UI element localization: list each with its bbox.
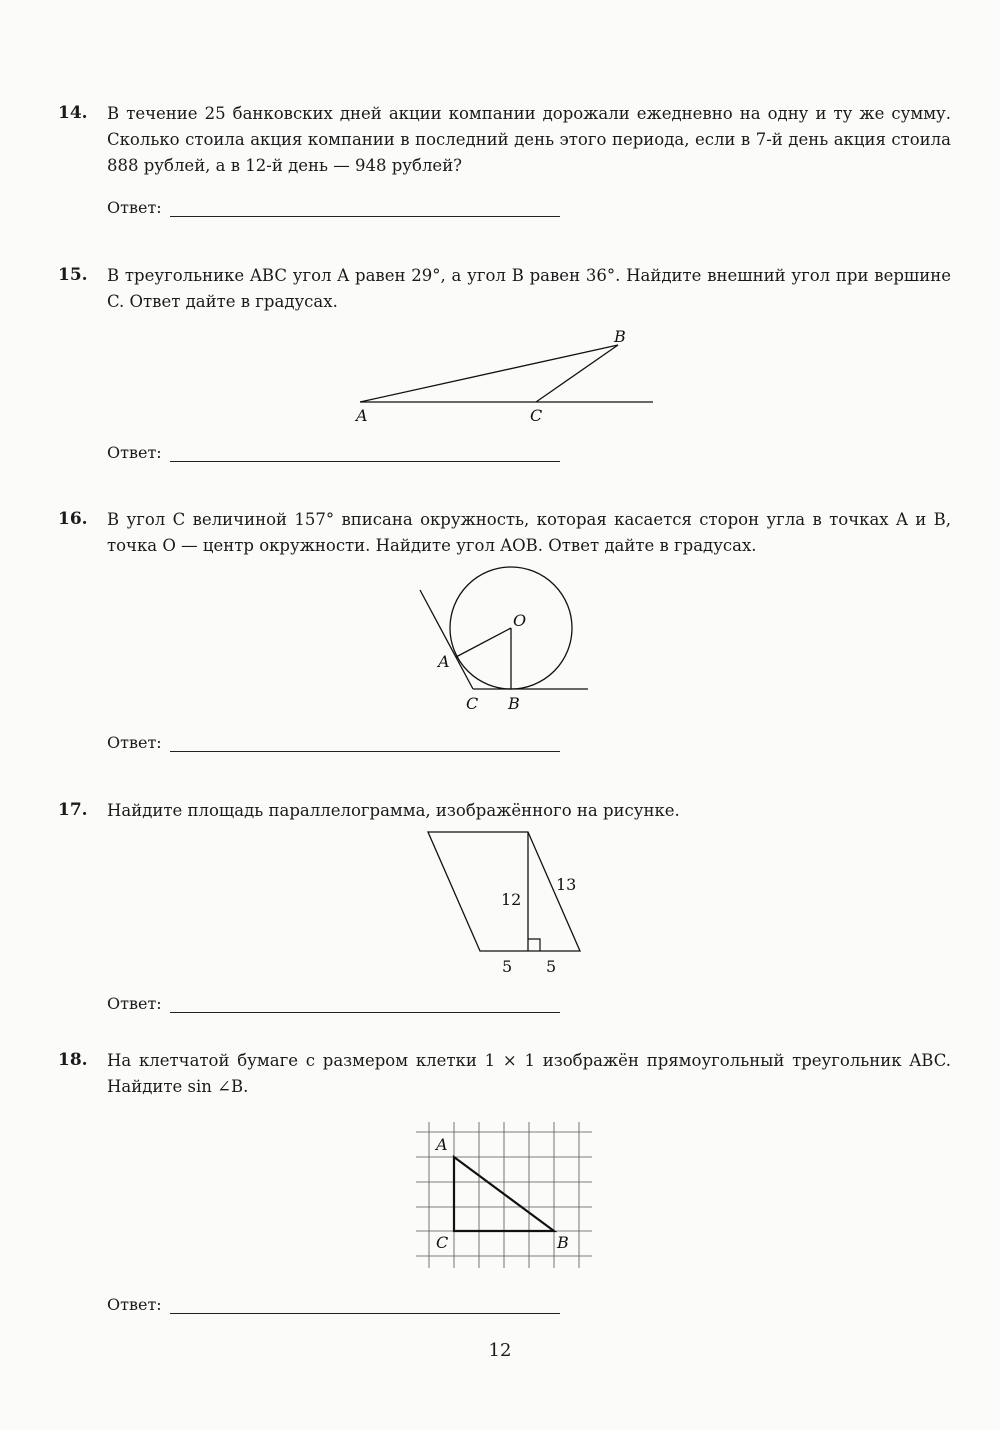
radius-oa [456,628,511,657]
problem-18-answer [107,1295,560,1314]
label-a: A [356,406,368,425]
inscribed-circle-figure [410,585,600,720]
label-o: O [513,611,527,630]
label-b: B [508,694,520,713]
label-c: C [436,1233,449,1252]
label-c: C [466,694,479,713]
parallelogram-figure [420,825,600,980]
label-side: 13 [556,875,577,894]
problem-16-answer [107,733,560,752]
problem-18-number: 18. [58,1050,88,1070]
tangent-left [420,590,473,689]
problem-16-text: В угол C величиной 157° вписана окружность, которая касается сторон угла в точках A и B, точка O — центр окружности. Найдите угол AOB. Ответ дайте в градусах. [107,510,951,555]
problem-14-text: В течение 25 банковских дней акции компании дорожали ежедневно на одну и ту же сумму. Сколько стоила акция компании в последний день этого периода, если в 7-й день акция стоила 888 рублей, а в 12-й день — 948 рублей? [107,104,951,175]
side-ab [360,345,618,402]
label-b: B [557,1233,569,1252]
answer-line[interactable] [170,1299,560,1314]
problem-17-number: 17. [58,800,88,820]
problem-15-answer [107,443,560,462]
answer-line[interactable] [170,447,560,462]
answer-line[interactable] [170,998,560,1013]
label-right-base: 5 [546,957,557,976]
label-a: A [438,652,450,671]
page-number: 12 [488,1340,512,1361]
problem-15-text: В треугольнике ABC угол A равен 29°, а угол B равен 36°. Найдите внешний угол при вершине C. Ответ дайте в градусах. [107,266,951,311]
problem-14-answer [107,198,560,217]
right-angle-mark [528,939,540,951]
problem-18-text: На клетчатой бумаге с размером клетки 1 × 1 изображён прямоугольный треугольник ABC. Найдите sin ∠B. [107,1051,951,1096]
answer-label: Ответ: [107,994,162,1013]
problem-17-answer [107,994,560,1013]
label-left-base: 5 [502,957,513,976]
label-b: B [614,327,626,346]
answer-label: Ответ: [107,198,162,217]
grid-triangle-figure [410,1120,600,1270]
answer-label: Ответ: [107,443,162,462]
problem-15-number: 15. [58,265,88,285]
answer-line[interactable] [170,202,560,217]
problem-16-number: 16. [58,509,88,529]
problem-17-text: Найдите площадь параллелограмма, изображённого на рисунке. [107,801,680,820]
answer-label: Ответ: [107,733,162,752]
problem-14-number: 14. [58,103,88,123]
label-height: 12 [501,890,522,909]
answer-line[interactable] [170,737,560,752]
label-c: C [530,406,543,425]
triangle-figure [350,325,670,430]
label-a: A [436,1135,448,1154]
answer-label: Ответ: [107,1295,162,1314]
